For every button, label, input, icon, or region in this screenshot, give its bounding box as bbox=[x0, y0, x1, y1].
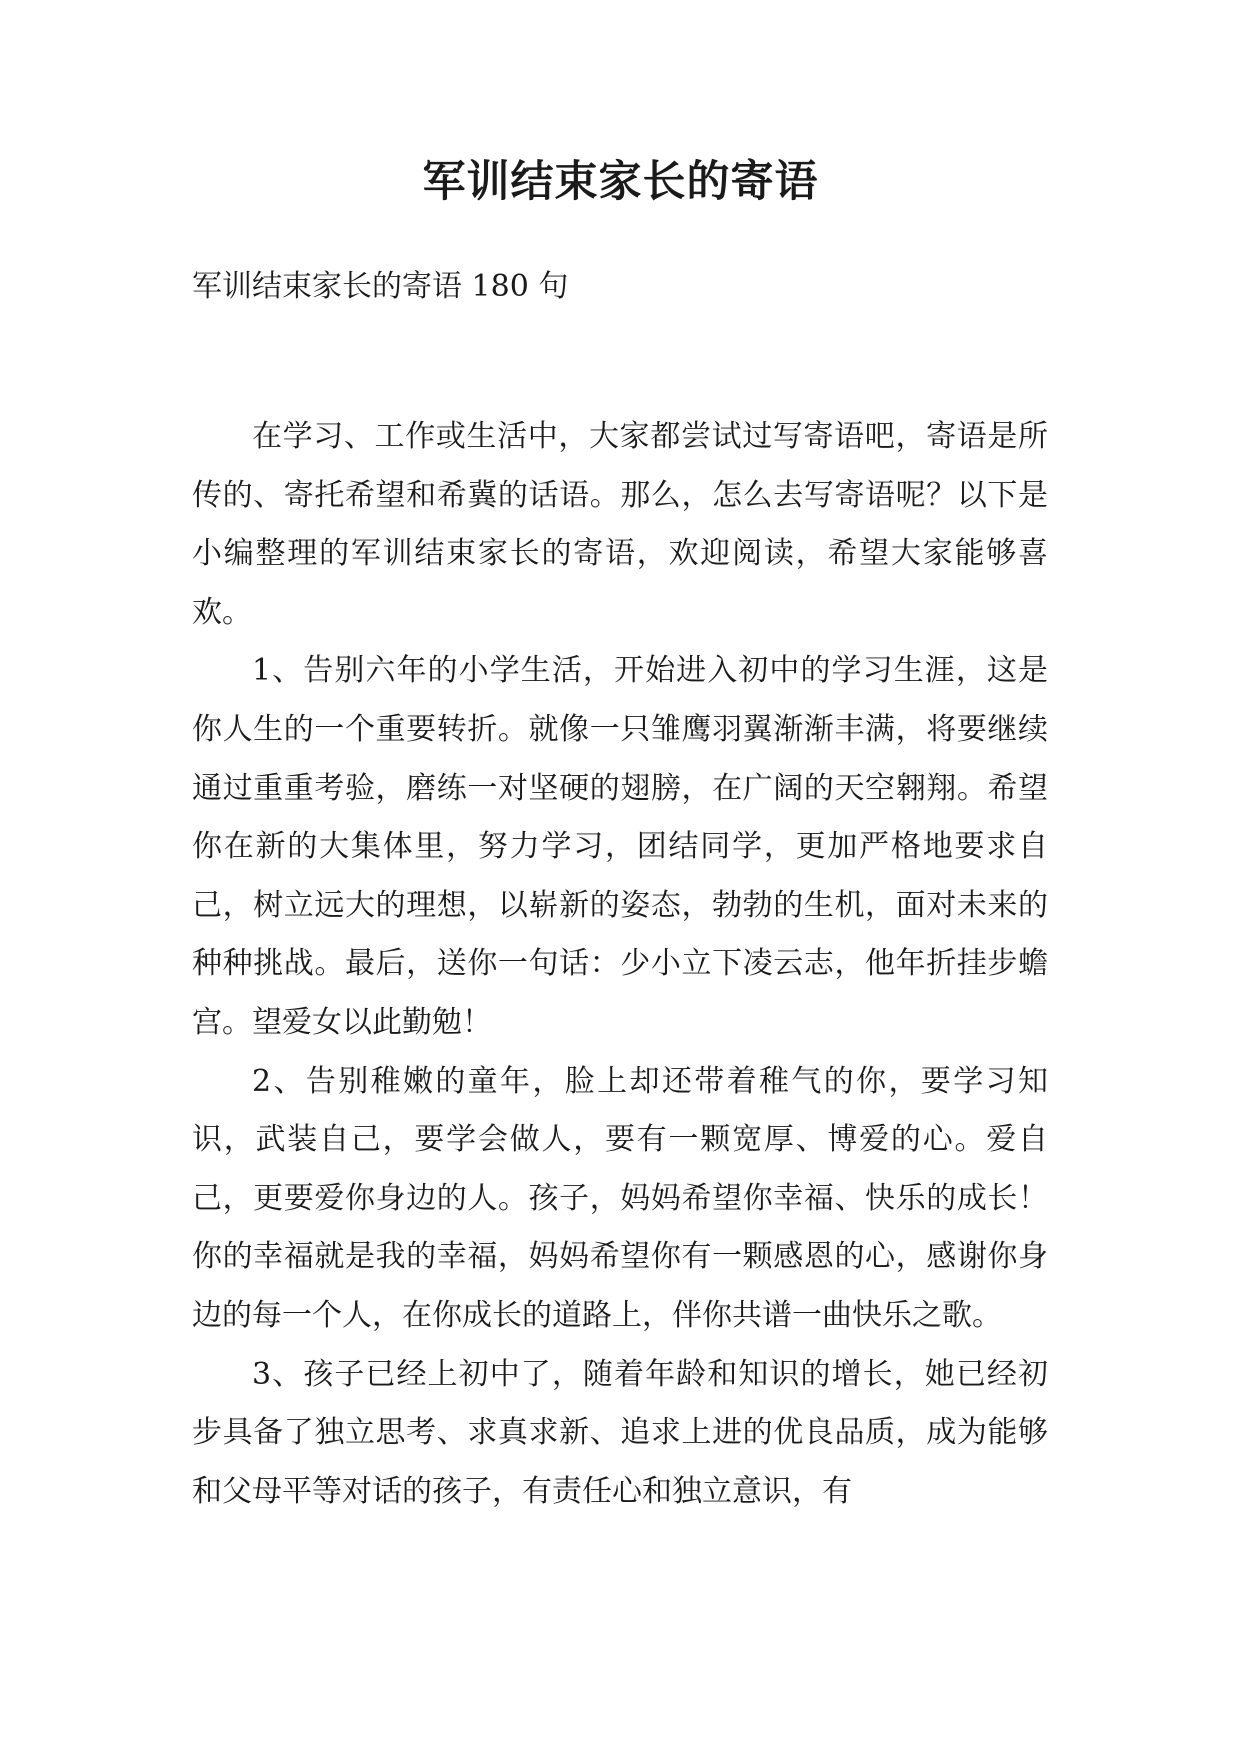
document-body bbox=[192, 408, 1048, 1521]
document-title: 军训结束家长的寄语 bbox=[422, 157, 819, 207]
message-paragraph-3: 3、孩子已经上初中了，随着年龄和知识的增长，她已经初步具备了独立思考、求真求新、追求上进的优良品质，成为能够和父母平等对话的孩子，有责任心和独立意识，有 bbox=[192, 1356, 1048, 1509]
message-paragraph-1: 1、告别六年的小学生活，开始进入初中的学习生涯，这是你人生的一个重要转折。就像一只雏鹰羽翼渐渐丰满，将要继续通过重重考验，磨练一对坚硬的翅膀，在广阔的天空翱翔。希望你在新的大集体里，努力学习，团结同学，更加严格地要求自己，树立远大的理想，以崭新的姿态，勃勃的生机，面对未来的种种挑战。最后，送你一句话：少小立下凌云志，他年折挂步蟾宫。望爱女以此勤勉！ bbox=[192, 653, 1048, 1040]
document-subtitle: 军训结束家长的寄语 180 句 bbox=[192, 269, 569, 304]
intro-paragraph: 在学习、工作或生活中，大家都尝试过写寄语吧，寄语是所传的、寄托希望和希冀的话语。那么，怎么去写寄语呢？以下是小编整理的军训结束家长的寄语，欢迎阅读，希望大家能够喜欢。 bbox=[192, 419, 1048, 630]
message-paragraph-2: 2、告别稚嫩的童年，脸上却还带着稚气的你，要学习知识，武装自己，要学会做人，要有一颗宽厚、博爱的心。爱自己，更要爱你身边的人。孩子，妈妈希望你幸福、快乐的成长！你的幸福就是我的幸福，妈妈希望你有一颗感恩的心，感谢你身边的每一个人，在你成长的道路上，伴你共谱一曲快乐之歌。 bbox=[192, 1063, 1048, 1333]
